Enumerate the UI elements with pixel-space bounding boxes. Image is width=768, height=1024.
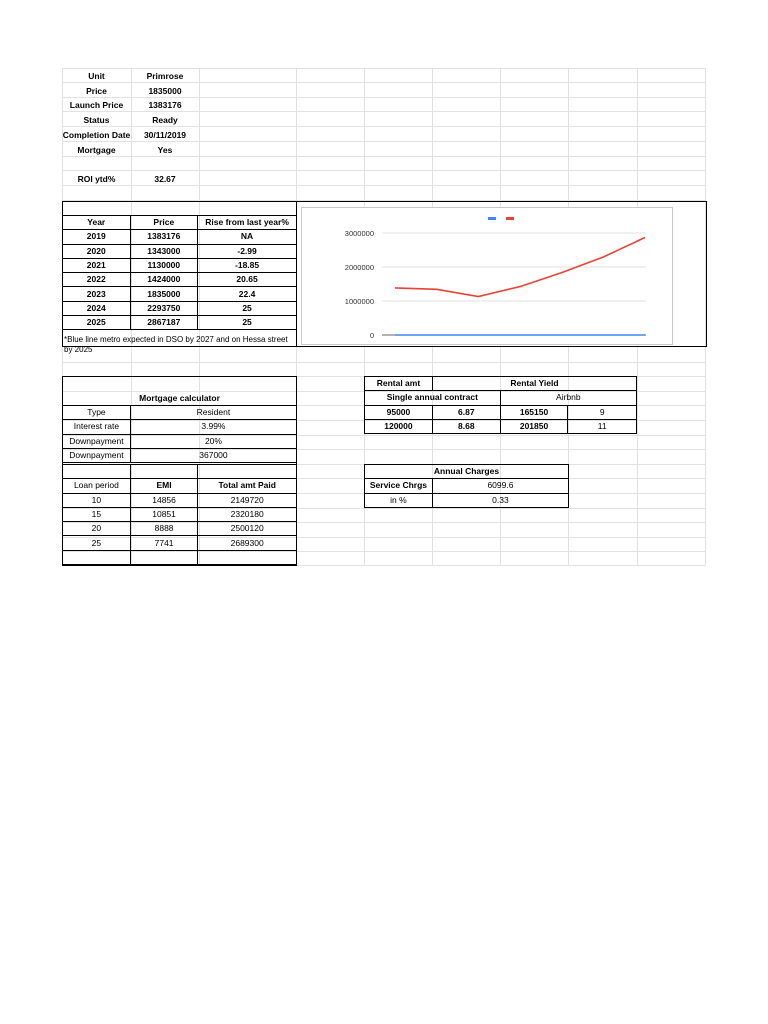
- year-cell: 2020: [63, 244, 131, 258]
- y-tick-label: 2000000: [344, 263, 374, 272]
- emi-cell: 14856: [130, 493, 198, 507]
- price-table-frame: [62, 201, 297, 347]
- roi-value: 32.67: [154, 174, 176, 184]
- header-emi: EMI: [130, 479, 198, 493]
- summary-label: Completion Date: [62, 130, 131, 140]
- table-row: [63, 420, 297, 434]
- rental-amt-cell: 120000: [365, 419, 433, 433]
- y-tick-label: 1000000: [344, 297, 374, 306]
- summary-value: Yes: [157, 145, 173, 155]
- mortgage-label: Downpayment: [63, 448, 131, 462]
- year-cell: 2022: [63, 273, 131, 287]
- price-cell: 2867187: [130, 316, 198, 330]
- table-row: [365, 493, 569, 507]
- price-cell: 1343000: [130, 244, 198, 258]
- loan-period-cell: 20: [63, 522, 131, 536]
- emi-cell: 7741: [130, 536, 198, 550]
- header-price: Price: [130, 216, 198, 230]
- price-cell: 2293750: [130, 301, 198, 315]
- airbnb-yield-cell: 9: [568, 405, 637, 419]
- rise-cell: 22.4: [198, 287, 297, 301]
- mortgage-value: Resident: [130, 406, 296, 420]
- rise-cell: -18.85: [198, 258, 297, 272]
- loan-header-row: [63, 479, 297, 493]
- single-contract-header: Single annual contract: [365, 391, 501, 405]
- emi-cell: 8888: [130, 522, 198, 536]
- table-row: [63, 522, 297, 536]
- mortgage-label: Downpayment: [63, 434, 131, 448]
- mortgage-label: Type: [63, 406, 131, 420]
- rise-cell: 25: [198, 301, 297, 315]
- table-row: [365, 405, 637, 419]
- airbnb-amt-cell: 201850: [500, 419, 568, 433]
- rise-cell: -2.99: [198, 244, 297, 258]
- year-cell: 2021: [63, 258, 131, 272]
- header-total-paid: Total amt Paid: [198, 479, 297, 493]
- charges-title: Annual Charges: [365, 465, 569, 479]
- loan-period-cell: 15: [63, 507, 131, 521]
- summary-value: Primrose: [146, 71, 184, 81]
- summary-label: Price: [86, 86, 107, 96]
- loan-period-cell: 10: [63, 493, 131, 507]
- legend-swatch-1: [506, 217, 514, 220]
- total-paid-cell: 2689300: [198, 536, 297, 550]
- price-cell: 1835000: [130, 287, 198, 301]
- rental-table: [364, 376, 637, 434]
- table-row: [365, 419, 637, 433]
- airbnb-amt-cell: 165150: [500, 405, 568, 419]
- airbnb-yield-cell: 11: [568, 419, 637, 433]
- mortgage-value: 367000: [130, 448, 296, 462]
- table-row: [365, 479, 569, 493]
- table-row: [63, 493, 297, 507]
- legend-swatch-0: [488, 217, 496, 220]
- mortgage-table: [62, 405, 297, 463]
- price-cell: 1130000: [130, 258, 198, 272]
- summary-value: 1383176: [148, 100, 182, 110]
- year-cell: 2024: [63, 301, 131, 315]
- charges-label: in %: [365, 493, 433, 507]
- table-row: [63, 448, 297, 462]
- charges-label: Service Chrgs: [365, 479, 433, 493]
- loan-table: [62, 464, 297, 565]
- price-cell: 1383176: [130, 230, 198, 244]
- yield-cell: 8.68: [432, 419, 500, 433]
- summary-value: 1835000: [148, 86, 182, 96]
- rental-amt-header: Rental amt: [365, 377, 433, 391]
- summary-label: Status: [83, 115, 110, 125]
- header-rise: Rise from last year%: [198, 216, 297, 230]
- rise-cell: 20.65: [198, 273, 297, 287]
- header-loan-period: Loan period: [63, 479, 131, 493]
- airbnb-header: Airbnb: [500, 391, 636, 405]
- summary-label: Launch Price: [69, 100, 124, 110]
- summary-label: Unit: [88, 71, 105, 81]
- price-line-chart: [301, 207, 673, 345]
- charges-value: 0.33: [432, 493, 568, 507]
- metro-note: *Blue line metro expected in DSO by 2027 and on Hessa street by 2025: [64, 335, 288, 354]
- emi-cell: 10851: [130, 507, 198, 521]
- price-cell: 1424000: [130, 273, 198, 287]
- yield-cell: 6.87: [432, 405, 500, 419]
- header-year: Year: [63, 216, 131, 230]
- total-paid-cell: 2320180: [198, 507, 297, 521]
- rental-amt-cell: 95000: [365, 405, 433, 419]
- table-row: [63, 406, 297, 420]
- mortgage-label: Interest rate: [63, 420, 131, 434]
- summary-value: 30/11/2019: [143, 130, 187, 140]
- charges-value: 6099.6: [432, 479, 568, 493]
- year-cell: 2019: [63, 230, 131, 244]
- table-row: [63, 507, 297, 521]
- table-row: [63, 536, 297, 550]
- rental-yield-header: Rental Yield: [432, 377, 636, 391]
- total-paid-cell: 2149720: [198, 493, 297, 507]
- y-tick-label: 3000000: [344, 229, 374, 238]
- rise-cell: 25: [198, 316, 297, 330]
- charges-header-row: [365, 465, 569, 479]
- mortgage-title: Mortgage calculator: [139, 393, 220, 403]
- charges-table: [364, 464, 569, 508]
- year-cell: 2023: [63, 287, 131, 301]
- table-row: [63, 434, 297, 448]
- y-tick-label: 0: [369, 331, 374, 340]
- mortgage-value: 20%: [130, 434, 296, 448]
- table-row: [63, 465, 297, 479]
- roi-label: ROI ytd%: [77, 174, 116, 184]
- summary-label: Mortgage: [77, 145, 116, 155]
- table-row: [63, 550, 297, 564]
- mortgage-value: 3.99%: [130, 420, 296, 434]
- rental-subheader-row: [365, 391, 637, 405]
- rise-cell: NA: [198, 230, 297, 244]
- summary-value: Ready: [152, 115, 178, 125]
- chart-svg: [302, 208, 672, 344]
- loan-period-cell: 25: [63, 536, 131, 550]
- year-cell: 2025: [63, 316, 131, 330]
- rental-header-row: [365, 377, 637, 391]
- total-paid-cell: 2500120: [198, 522, 297, 536]
